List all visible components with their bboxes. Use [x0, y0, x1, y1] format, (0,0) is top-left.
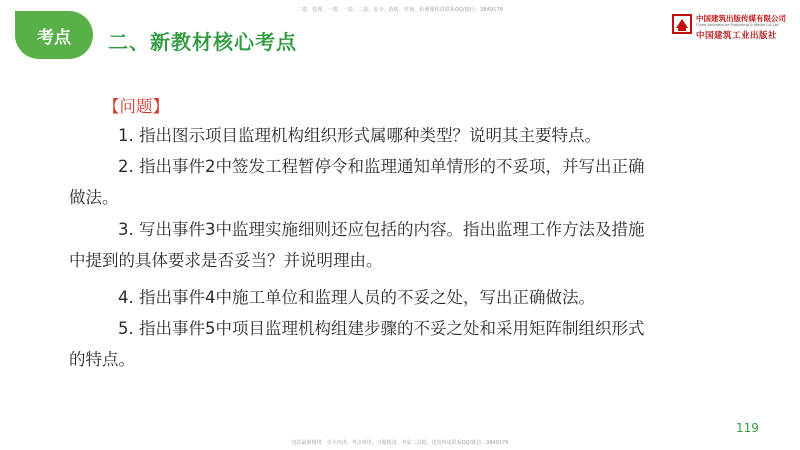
- publisher-logo: [672, 12, 792, 42]
- question-header: 【问题】: [103, 97, 169, 116]
- publisher-name-en: China Architecture Publishing & Media Co.,Ltd: [696, 23, 779, 27]
- page-number: 119: [736, 421, 759, 435]
- publisher-sub: 中国建筑工业出版社: [696, 31, 778, 41]
- section-tag: [15, 11, 93, 59]
- question-2-line-2: 做法。: [69, 188, 119, 207]
- section-tag-label: 考点: [37, 28, 71, 48]
- question-2-line-1: 2. 指出事件2中签发工程暂停令和监理通知单情形的不妥项，并写出正确: [118, 157, 645, 176]
- publisher-name-cn: 中国建筑出版传媒有限公司: [696, 14, 786, 23]
- question-5-line-2: 的特点。: [69, 350, 135, 369]
- question-3-line-2: 中提到的具体要求是否妥当？并说明理由。: [69, 251, 383, 270]
- question-3-line-1: 3. 写出事件3中监理实施细则还应包括的内容。指出监理工作方法及措施: [118, 220, 645, 239]
- question-4-line-1: 4. 指出事件4中施工单位和监理人员的不妥之处，写出正确做法。: [118, 288, 595, 307]
- publisher-logo-icon: [672, 14, 692, 34]
- question-5-line-1: 5. 指出事件5中项目监理机构组建步骤的不妥之处和采用矩阵制组织形式: [118, 319, 645, 338]
- question-1-line-1: 1. 指出图示项目监理机构组织形式属哪种类型？说明其主要特点。: [118, 126, 601, 145]
- top-watermark: 二建、监理、一建、一造、二造、安全、消防、咨询、检测课程请联系QQ/微信：3849176: [296, 7, 504, 13]
- section-title: 二、新教材核心考点: [108, 30, 297, 54]
- bottom-watermark: 包括最新精讲、夹全内讲、考点串讲、习题精讲、考前三页纸、送资料请联系QQ/微信：3849176: [291, 440, 509, 446]
